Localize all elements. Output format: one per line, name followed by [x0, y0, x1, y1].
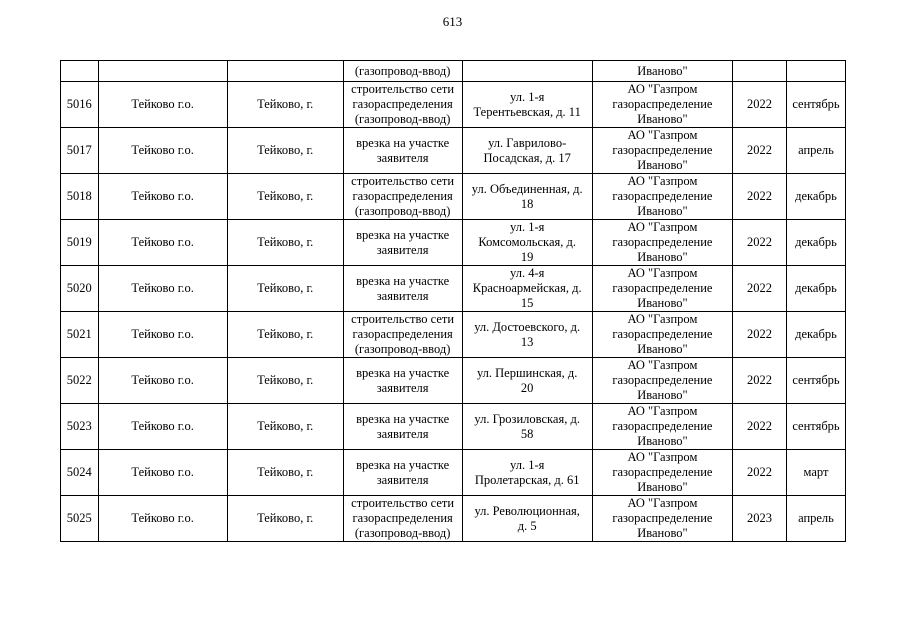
page-number: 613: [442, 14, 463, 29]
cell-organization-line: АО "Газпром: [627, 404, 698, 418]
continued-cell-month: [786, 61, 845, 82]
cell-organization-line: АО "Газпром: [627, 358, 698, 372]
continued-cell-organization: Иваново": [592, 61, 732, 82]
cell-address: [462, 358, 592, 404]
cell-organization: [592, 82, 732, 128]
cell-address: [462, 496, 592, 542]
cell-work-type-line: врезка на участке: [356, 457, 450, 472]
cell-address-line: ул. 1-я: [510, 89, 545, 104]
cell-locality: Тейково, г.: [227, 174, 343, 220]
cell-work-type-line: строительство сети: [351, 312, 455, 326]
cell-organization: [592, 450, 732, 496]
cell-address: [462, 220, 592, 266]
cell-work-type: [343, 266, 462, 312]
cell-year: 2022: [733, 220, 787, 266]
cell-address-line: 15: [520, 296, 534, 310]
cell-organization-line: газораспределение: [612, 235, 713, 249]
cell-organization-line: газораспределение: [612, 143, 713, 157]
cell-number: 5023: [61, 404, 99, 450]
cell-address-line: ул. Грозиловская, д.: [474, 411, 580, 426]
cell-work-type: [343, 404, 462, 450]
cell-number: 5024: [61, 450, 99, 496]
table-row: [61, 128, 846, 174]
cell-organization-line: АО "Газпром: [627, 128, 698, 142]
cell-work-type: [343, 496, 462, 542]
cell-work-type-line: газораспределения: [352, 97, 453, 111]
cell-address-line: Комсомольская, д.: [478, 235, 576, 249]
cell-number: 5018: [61, 174, 99, 220]
cell-district: Тейково г.о.: [98, 174, 227, 220]
cell-work-type: [343, 220, 462, 266]
cell-organization-line: газораспределение: [612, 373, 713, 387]
cell-address-line: 19: [520, 250, 534, 264]
cell-organization-line: газораспределение: [612, 97, 713, 111]
cell-work-type-line: строительство сети: [351, 174, 455, 188]
cell-organization-line: АО "Газпром: [627, 220, 698, 234]
cell-year: 2022: [733, 450, 787, 496]
table-row: [61, 404, 846, 450]
cell-address: [462, 450, 592, 496]
cell-month: декабрь: [786, 220, 845, 266]
cell-address-line: Пролетарская, д. 61: [474, 472, 580, 487]
cell-organization-line: Иваново": [637, 158, 688, 172]
cell-work-type-line: врезка на участке: [356, 365, 450, 380]
cell-work-type: [343, 358, 462, 404]
cell-month: сентябрь: [786, 358, 845, 404]
cell-work-type: [343, 82, 462, 128]
gas-connection-register-table: [60, 60, 846, 542]
cell-work-type-line: заявителя: [376, 472, 429, 487]
cell-organization: [592, 312, 732, 358]
cell-locality: Тейково, г.: [227, 128, 343, 174]
cell-address-line: 20: [520, 380, 534, 395]
continued-cell-num: [61, 61, 99, 82]
cell-locality: Тейково, г.: [227, 358, 343, 404]
cell-work-type-line: строительство сети: [351, 496, 455, 510]
cell-organization-line: АО "Газпром: [627, 312, 698, 326]
cell-year: 2023: [733, 496, 787, 542]
cell-work-type-line: газораспределения: [352, 327, 453, 341]
cell-work-type-line: заявителя: [376, 150, 429, 165]
cell-organization-line: газораспределение: [612, 465, 713, 479]
cell-organization-line: АО "Газпром: [627, 82, 698, 96]
cell-month: сентябрь: [786, 82, 845, 128]
cell-district: Тейково г.о.: [98, 450, 227, 496]
cell-work-type-line: строительство сети: [351, 82, 455, 96]
cell-organization-line: Иваново": [637, 296, 688, 310]
cell-year: 2022: [733, 312, 787, 358]
cell-organization-line: газораспределение: [612, 281, 713, 295]
cell-work-type-line: газораспределения: [352, 189, 453, 203]
cell-work-type-line: врезка на участке: [356, 135, 450, 150]
cell-district: Тейково г.о.: [98, 220, 227, 266]
cell-organization: [592, 128, 732, 174]
cell-work-type-line: врезка на участке: [356, 227, 450, 242]
cell-organization-line: АО "Газпром: [627, 266, 698, 280]
cell-address-line: ул. Достоевского, д.: [474, 319, 581, 334]
cell-organization-line: Иваново": [637, 388, 688, 402]
cell-organization-line: Иваново": [637, 480, 688, 494]
cell-month: декабрь: [786, 266, 845, 312]
cell-address-line: д. 5: [517, 518, 537, 533]
cell-address-line: ул. Гаврилово-: [488, 135, 567, 150]
cell-year: 2022: [733, 358, 787, 404]
cell-district: Тейково г.о.: [98, 312, 227, 358]
cell-month: апрель: [786, 496, 845, 542]
cell-organization-line: АО "Газпром: [627, 450, 698, 464]
cell-work-type-line: заявителя: [376, 288, 429, 303]
cell-address-line: ул. Першинская, д.: [476, 365, 578, 380]
cell-organization: [592, 358, 732, 404]
cell-organization-line: Иваново": [637, 526, 688, 540]
cell-organization: [592, 404, 732, 450]
cell-work-type-line: заявителя: [376, 380, 429, 395]
cell-district: Тейково г.о.: [98, 82, 227, 128]
cell-number: 5019: [61, 220, 99, 266]
cell-locality: Тейково, г.: [227, 266, 343, 312]
cell-number: 5020: [61, 266, 99, 312]
cell-address-line: ул. 4-я: [510, 266, 545, 280]
cell-address-line: ул. Объединенная, д.: [471, 181, 583, 196]
cell-work-type-line: заявителя: [376, 426, 429, 441]
cell-organization-line: Иваново": [637, 204, 688, 218]
continued-cell-district: [98, 61, 227, 82]
register-table-body: [61, 61, 846, 542]
cell-address: [462, 82, 592, 128]
cell-organization-line: газораспределение: [612, 189, 713, 203]
cell-organization: [592, 496, 732, 542]
cell-address-line: 13: [520, 334, 534, 349]
cell-number: 5021: [61, 312, 99, 358]
continued-cell-address: [462, 61, 592, 82]
cell-district: Тейково г.о.: [98, 266, 227, 312]
cell-month: декабрь: [786, 312, 845, 358]
cell-month: март: [786, 450, 845, 496]
cell-organization-line: газораспределение: [612, 511, 713, 525]
cell-work-type: [343, 312, 462, 358]
cell-address: [462, 312, 592, 358]
cell-address-line: Терентьевская, д. 11: [473, 104, 581, 119]
cell-work-type-line: (газопровод-ввод): [354, 526, 451, 540]
cell-number: 5016: [61, 82, 99, 128]
continued-cell-work-type: (газопровод-ввод): [343, 61, 462, 82]
table-row: [61, 220, 846, 266]
cell-work-type-line: (газопровод-ввод): [354, 342, 451, 356]
table-row: [61, 82, 846, 128]
cell-year: 2022: [733, 174, 787, 220]
cell-year: 2022: [733, 404, 787, 450]
cell-district: Тейково г.о.: [98, 358, 227, 404]
cell-address-line: 18: [520, 196, 534, 211]
cell-locality: Тейково, г.: [227, 496, 343, 542]
cell-organization-line: Иваново": [637, 434, 688, 448]
cell-work-type: [343, 174, 462, 220]
cell-district: Тейково г.о.: [98, 404, 227, 450]
cell-address: [462, 404, 592, 450]
cell-organization-line: Иваново": [637, 342, 688, 356]
cell-organization: [592, 220, 732, 266]
cell-work-type-line: врезка на участке: [356, 411, 450, 426]
table-row: [61, 496, 846, 542]
cell-number: 5017: [61, 128, 99, 174]
cell-locality: Тейково, г.: [227, 450, 343, 496]
cell-month: декабрь: [786, 174, 845, 220]
cell-district: Тейково г.о.: [98, 128, 227, 174]
cell-work-type-line: (газопровод-ввод): [354, 112, 451, 126]
cell-month: апрель: [786, 128, 845, 174]
cell-address: [462, 128, 592, 174]
cell-organization: [592, 266, 732, 312]
cell-address-line: ул. 1-я: [510, 220, 545, 234]
cell-organization: [592, 174, 732, 220]
cell-locality: Тейково, г.: [227, 82, 343, 128]
cell-address: [462, 266, 592, 312]
cell-district: Тейково г.о.: [98, 496, 227, 542]
cell-work-type-line: заявителя: [376, 242, 429, 257]
cell-organization-line: АО "Газпром: [627, 496, 698, 510]
cell-work-type-line: газораспределения: [352, 511, 453, 525]
cell-locality: Тейково, г.: [227, 404, 343, 450]
cell-locality: Тейково, г.: [227, 312, 343, 358]
cell-work-type-line: (газопровод-ввод): [354, 204, 451, 218]
cell-organization-line: Иваново": [637, 250, 688, 264]
table-row: [61, 174, 846, 220]
cell-work-type-line: врезка на участке: [356, 273, 450, 288]
cell-organization-line: газораспределение: [612, 327, 713, 341]
cell-address: [462, 174, 592, 220]
cell-organization-line: газораспределение: [612, 419, 713, 433]
cell-locality: Тейково, г.: [227, 220, 343, 266]
cell-organization-line: Иваново": [637, 112, 688, 126]
cell-address-line: Посадская, д. 17: [483, 150, 571, 165]
continued-cell-year: [733, 61, 787, 82]
table-row: [61, 450, 846, 496]
continued-row: [61, 61, 846, 82]
cell-address-line: ул. 1-я: [510, 457, 545, 472]
cell-address-line: 58: [520, 426, 534, 441]
table-row: [61, 266, 846, 312]
cell-organization-line: АО "Газпром: [627, 174, 698, 188]
cell-number: 5025: [61, 496, 99, 542]
table-row: [61, 358, 846, 404]
cell-work-type: [343, 450, 462, 496]
cell-year: 2022: [733, 266, 787, 312]
cell-number: 5022: [61, 358, 99, 404]
cell-work-type: [343, 128, 462, 174]
continued-cell-locality: [227, 61, 343, 82]
cell-address-line: ул. Революционная,: [474, 503, 580, 518]
table-row: [61, 312, 846, 358]
cell-year: 2022: [733, 128, 787, 174]
cell-year: 2022: [733, 82, 787, 128]
cell-month: сентябрь: [786, 404, 845, 450]
cell-address-line: Красноармейская, д.: [472, 281, 582, 295]
